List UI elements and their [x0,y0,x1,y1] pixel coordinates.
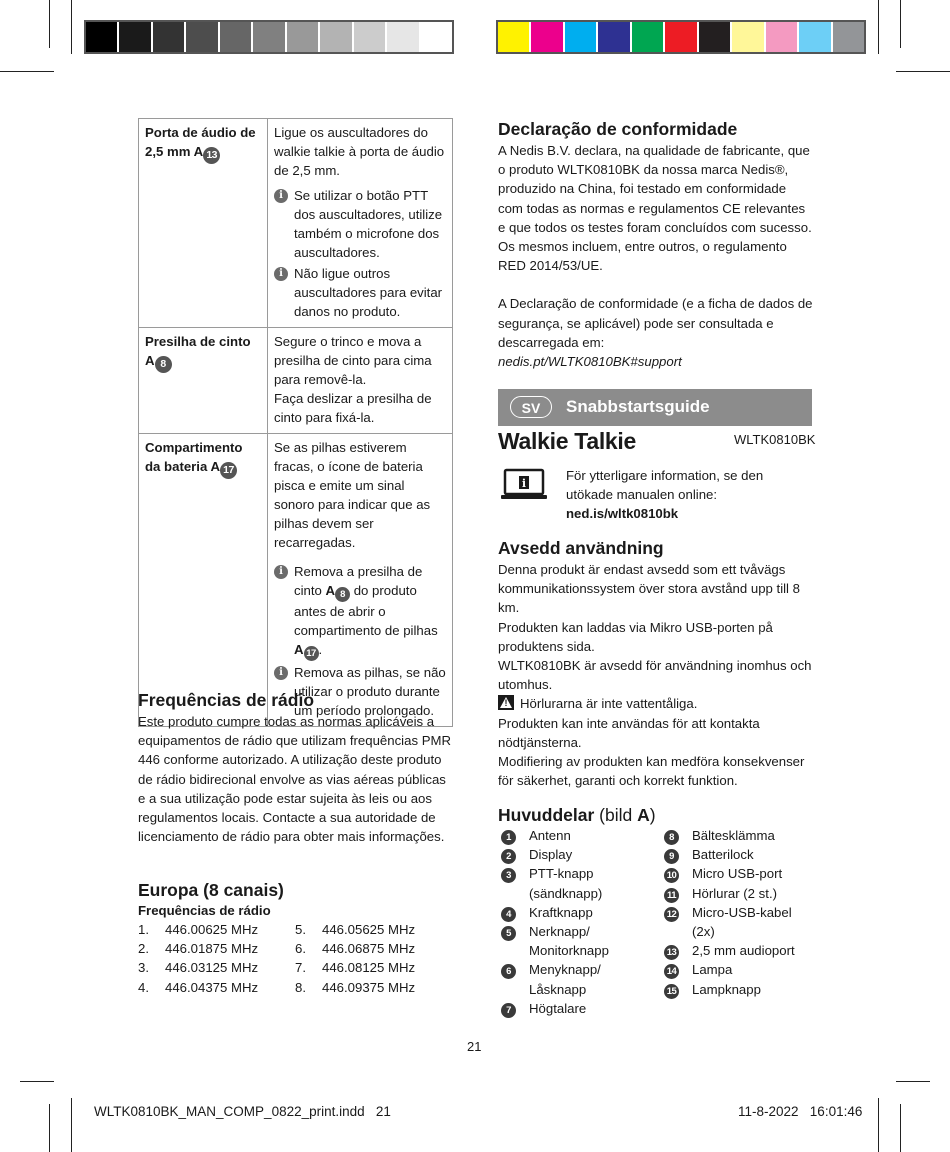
note-text: Se utilizar o botão PTT dos auscultadores, utilize também o microfone dos auscultadores. [294,188,443,260]
part-label: Högtalare [529,1000,587,1016]
part-label: 2,5 mm audioport [692,943,795,959]
intended-use-section [498,538,814,790]
part-number-badge: 14 [664,964,679,979]
paragraph: Este produto cumpre todas as normas aplicáveis a equipamentos de rádio que utilizam frequências PMR 446 conforme autorizado. A utilização deste produto de rádio bidirecional envolve as vias aéreas públicas e a sua utilização pode estar sujeita às leis ou aos regulamentos locais. Contacte a sua autoridade de licenciamento de rádio para obter mais informações. [138,714,452,845]
table-text: Se as pilhas estiverem fracas, o ícone de bateria pisca e emite um sinal sonoro para indicar que as pilhas devem ser recarregadas. [274,440,431,550]
part-label: Bältesklämma [692,828,775,843]
channel-num: 3. [138,960,149,976]
channel-value: 446.03125 MHz [165,960,259,976]
table-key: Compartimento da bateria A 17 [139,434,268,727]
table-row [139,434,453,727]
table-value [268,434,453,727]
crop-mark [20,1081,54,1082]
channel-num: 5. [295,922,306,937]
info-note [274,264,446,321]
color-swatch [699,22,732,52]
color-swatch [253,22,286,52]
color-swatch [119,22,152,52]
part-number-badge: 3 [501,868,516,883]
list-item [664,884,814,903]
note-text: Remova as pilhas, se não utilizar o produto durante um período prolongado. [294,665,446,718]
list-item [501,864,651,902]
parts-list-left [501,826,651,1018]
list-item [664,826,814,845]
file-slug: WLTK0810BK_MAN_COMP_0822_print.indd 21 [94,1104,391,1119]
color-swatch [186,22,219,52]
channel-num: 4. [138,979,149,995]
channel-num: 1. [138,922,149,937]
language-header-bar [498,389,812,426]
paragraph: Produkten kan laddas via Mikro USB-porten på produktens sida. [498,619,773,654]
table-key: Presilha de cinto A 8 [139,328,268,434]
color-swatch [632,22,665,52]
list-item [501,960,651,998]
crop-mark [878,1098,879,1152]
part-label: Batterilock [692,847,754,863]
table-text: Faça deslizar a presilha de cinto para fixá-la. [274,391,432,425]
part-label: Antenn [529,828,571,843]
color-swatch [565,22,598,52]
table-text: Ligue os auscultadores do walkie talkie à porta de áudio de 2,5 mm. [274,125,445,178]
info-note [274,186,446,262]
part-number-badge: 13 [664,945,679,960]
crop-mark [49,0,50,48]
table-value [268,119,453,328]
ref-badge: 8 [155,356,172,373]
product-title: Walkie Talkie [498,428,636,454]
color-swatch [320,22,353,52]
parts-list-right [664,826,814,999]
color-swatch [387,22,420,52]
channel-value: 446.01875 MHz [165,941,259,957]
color-swatch [354,22,387,52]
channel-list [138,920,458,997]
list-item [664,903,814,941]
paragraph: Produkten kan inte användas för att kontakta nödtjänsterna. [498,715,760,750]
part-number-badge: 6 [501,964,516,979]
crop-mark [0,71,54,72]
crop-mark [71,0,72,54]
parts-heading: Huvuddelar (bild A) [498,805,656,825]
crop-mark [71,1098,72,1152]
list-item [664,960,814,979]
note-text: Remova a presilha de cinto A 8 do produto antes de abrir o compartimento de pilhas A 17 . [294,564,438,659]
part-label: Hörlurar (2 st.) [692,885,777,901]
paragraph: Denna produkt är endast avsedd som ett tvåvägs kommunikationssystem över stora avstånd upp till 8 km. [498,562,800,616]
laptop-info-icon [500,468,548,502]
list-item [664,864,814,883]
color-swatch [531,22,564,52]
color-swatch [220,22,253,52]
color-swatch [287,22,320,52]
part-label: Menyknapp/ Låsknapp [529,962,601,997]
list-item [664,941,814,960]
info-icon: i [274,565,288,579]
conformity-section [498,119,814,371]
date-slug: 11-8-2022 16:01:46 [738,1104,863,1119]
crop-mark [900,0,901,48]
color-swatch [732,22,765,52]
list-item [501,999,651,1018]
part-number-badge: 1 [501,830,516,845]
part-number-badge: 12 [664,907,679,922]
radio-section [138,690,453,846]
ref-badge: 13 [203,147,220,164]
crop-mark [49,1104,50,1152]
info-icon: i [274,666,288,680]
channel-value: 446.00625 MHz [165,922,259,937]
subheading: Frequências de rádio [138,903,271,918]
part-number-badge: 10 [664,868,679,883]
page-number: 21 [467,1039,482,1054]
color-swatch [86,22,119,52]
support-link[interactable]: nedis.pt/WLTK0810BK#support [498,354,682,370]
ref-badge: 17 [220,462,237,479]
list-item [501,845,651,864]
channel-value: 446.06875 MHz [322,941,416,957]
info-icon: i [274,189,288,203]
crop-mark [896,1081,930,1082]
color-swatch [498,22,531,52]
list-item [664,980,814,999]
part-number-badge: 11 [664,888,679,903]
list-item [664,845,814,864]
section-heading: Declaração de conformidade [498,119,738,139]
svg-text:i: i [521,477,527,490]
table-value [268,328,453,434]
part-label: Lampa [692,962,733,978]
channel-num: 7. [295,960,306,976]
list-item [501,826,651,845]
crop-mark [878,0,879,54]
part-number-badge: 4 [501,907,516,922]
spec-table [138,118,453,727]
color-swatch [598,22,631,52]
section-heading: Europa (8 canais) [138,880,284,900]
channel-num: 8. [295,979,306,995]
part-label: PTT-knapp (sändknapp) [529,866,603,901]
color-swatch [421,22,452,52]
paragraph: A Declaração de conformidade (e a ficha de dados de segurança, se aplicável) pode ser consultada e descarregada em: [498,296,813,350]
channel-value: 446.09375 MHz [322,979,416,995]
color-swatch [153,22,186,52]
warning-line: !Hörlurarna är inte vattentåliga. [498,694,814,713]
part-number-badge: 15 [664,984,679,999]
info-text: För ytterligare information, se den utökade manualen online: ned.is/wltk0810bk [566,466,766,524]
ref-badge: 8 [335,587,350,602]
ref-badge: 17 [304,646,319,661]
list-item [501,903,651,922]
table-row [139,119,453,328]
part-label: Micro-USB-kabel (2x) [692,904,792,940]
channel-value: 446.08125 MHz [322,960,416,976]
warning-icon [498,695,514,710]
part-label: Nerknapp/ Monitorknapp [529,924,609,959]
part-number-badge: 5 [501,926,516,941]
color-swatch [766,22,799,52]
part-number-badge: 2 [501,849,516,864]
table-text: Segure o trinco e mova a presilha de cinto para cima para removê-la. [274,334,432,387]
list-item [501,922,651,960]
crop-mark [900,1104,901,1152]
language-badge: SV [510,396,552,418]
channel-num: 2. [138,941,149,957]
part-label: Micro USB-port [692,866,783,882]
part-label: Display [529,847,573,863]
grayscale-swatch-bar [84,20,454,54]
channel-num: 6. [295,941,306,957]
section-heading: Frequências de rádio [138,690,315,710]
part-number-badge: 9 [664,849,679,864]
manual-link[interactable]: ned.is/wltk0810bk [566,506,679,522]
part-label: Kraftknapp [529,904,593,920]
part-number-badge: 7 [501,1003,516,1018]
note-text: Não ligue outros auscultadores para evitar danos no produto. [294,266,443,319]
europe-section [138,880,453,920]
channel-value: 446.05625 MHz [322,922,416,937]
paragraph: WLTK0810BK är avsedd för användning inomhus och utomhus. [498,658,812,693]
info-note [274,562,446,661]
table-key: Porta de áudio de 2,5 mm A 13 [139,119,268,328]
color-swatch [833,22,864,52]
section-heading: Avsedd användning [498,538,664,558]
info-icon: i [274,267,288,281]
color-swatch [799,22,832,52]
crop-mark [896,71,950,72]
paragraph: Modifiering av produkten kan medföra konsekvenser för säkerhet, garanti och korrekt funktion. [498,754,805,789]
channel-value: 446.04375 MHz [165,979,259,995]
color-swatch [665,22,698,52]
table-row [139,328,453,434]
part-label: Lampknapp [692,981,761,997]
part-number-badge: 8 [664,830,679,845]
color-swatch-bar [496,20,866,54]
model-number: WLTK0810BK [734,432,816,447]
guide-title: Snabbstartsguide [566,397,710,416]
paragraph: A Nedis B.V. declara, na qualidade de fabricante, que o produto WLTK0810BK da nossa marca Nedis®, produzido na China, foi testado em conformidade com todas as normas e regulamentos CE relevantes e que todos os testes foram concluídos com sucesso. Os mesmos incluem, entre outros, o regulamento RED 2014/53/UE. [498,143,812,274]
